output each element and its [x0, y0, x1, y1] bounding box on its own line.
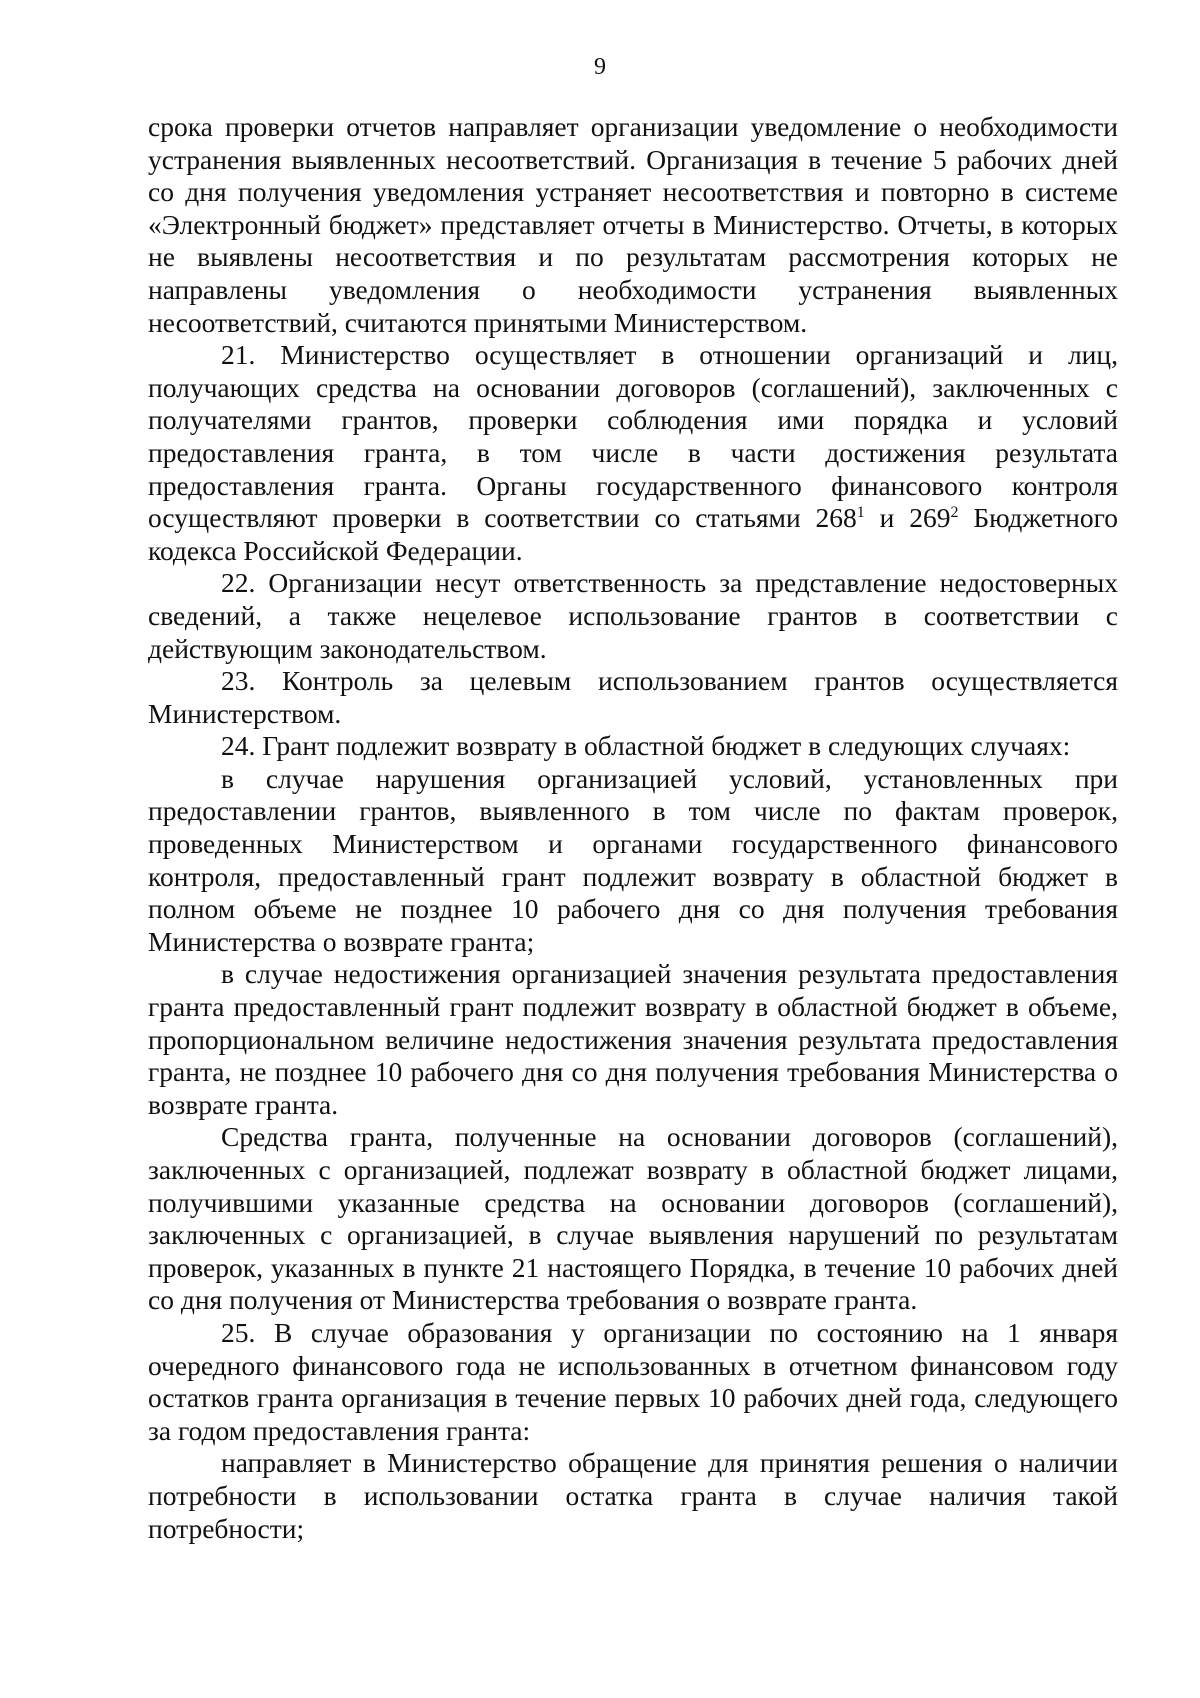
paragraph-item-21 — [148, 339, 1118, 567]
paragraph-grant-funds-return: Средства гранта, полученные на основании договоров (соглашений), заключенных с организацией, подлежат возврату в областной бюджет лицами, получившими указанные средства на основании договоров (соглашений), заключенных с организацией, в случае выявления нарушений по результатам проверок, указанных в пункте 21 настоящего Порядка, в течение 10 рабочих дней со дня получения от Министерства требования о возврате гранта. — [148, 1121, 1118, 1316]
paragraph-item-25: 25. В случае образования у организации по состоянию на 1 января очередного финансового года не использованных в отчетном финансовом году остатков гранта организация в течение первых 10 рабочих дней года, следующего за годом предоставления гранта: — [148, 1316, 1118, 1446]
paragraph-21-tail: Бюджетного кодекса Российской Федерации. — [148, 502, 1118, 566]
paragraph-item-23: 23. Контроль за целевым использованием грантов осуществляется Министерством. — [148, 665, 1118, 729]
paragraph-item-22: 22. Организации несут ответственность за представление недостоверных сведений, а также нецелевое использование грантов в соответствии с действующим законодательством. — [148, 567, 1118, 664]
article-269: 269 — [909, 502, 951, 534]
article-268: 268 — [815, 502, 857, 534]
paragraph-continuation: срока проверки отчетов направляет организации уведомление о необходимости устранения выявленных несоответствий. Организация в течение 5 рабочих дней со дня получения уведомления устраняет несоответствия и повторно в системе «Электронный бюджет» представляет отчеты в Министерство. Отчеты, в которых не выявлены несоответствия и по результатам рассмотрения которых не направлены уведомления о необходимости устранения выявленных несоответствий, считаются принятыми Министерством. — [148, 111, 1118, 338]
conjunction-text: и — [864, 502, 910, 534]
paragraph-request-to-ministry: направляет в Министерство обращение для принятия решения о наличии потребности в использовании остатка гранта в случае наличия такой потребности; — [148, 1447, 1118, 1544]
paragraph-case-underachievement: в случае недостижения организацией значения результата предоставления гранта предоставленный грант подлежит возврату в областной бюджет в объеме, пропорциональном величине недостижения значения результата предоставления гранта, не позднее 10 рабочего дня со дня получения требования Министерства о возврате гранта. — [148, 958, 1118, 1120]
paragraph-case-violation: в случае нарушения организацией условий, установленных при предоставлении грантов, выявленного в том числе по фактам проверок, проведенных Министерством и органами государственного финансового контроля, предоставленный грант подлежит возврату в областной бюджет в полном объеме не позднее 10 рабочего дня со дня получения требования Министерства о возврате гранта; — [148, 762, 1118, 957]
article-269-superscript: 2 — [950, 503, 959, 521]
document-body — [148, 111, 1118, 1545]
paragraph-21-text: 21. Министерство осуществляет в отношении организаций и лиц, получающих средства на основании договоров (соглашений), заключенных с получателями грантов, проверки соблюдения ими порядка и условий предоставления гранта, в том числе в части достижения результата предоставления гранта. Органы государственного финансового контроля осуществляют проверки в соответствии со статьями — [148, 339, 1118, 534]
page-number: 9 — [594, 54, 606, 80]
article-268-superscript: 1 — [856, 503, 865, 521]
paragraph-item-24: 24. Грант подлежит возврату в областной бюджет в следующих случаях: — [221, 730, 1071, 762]
